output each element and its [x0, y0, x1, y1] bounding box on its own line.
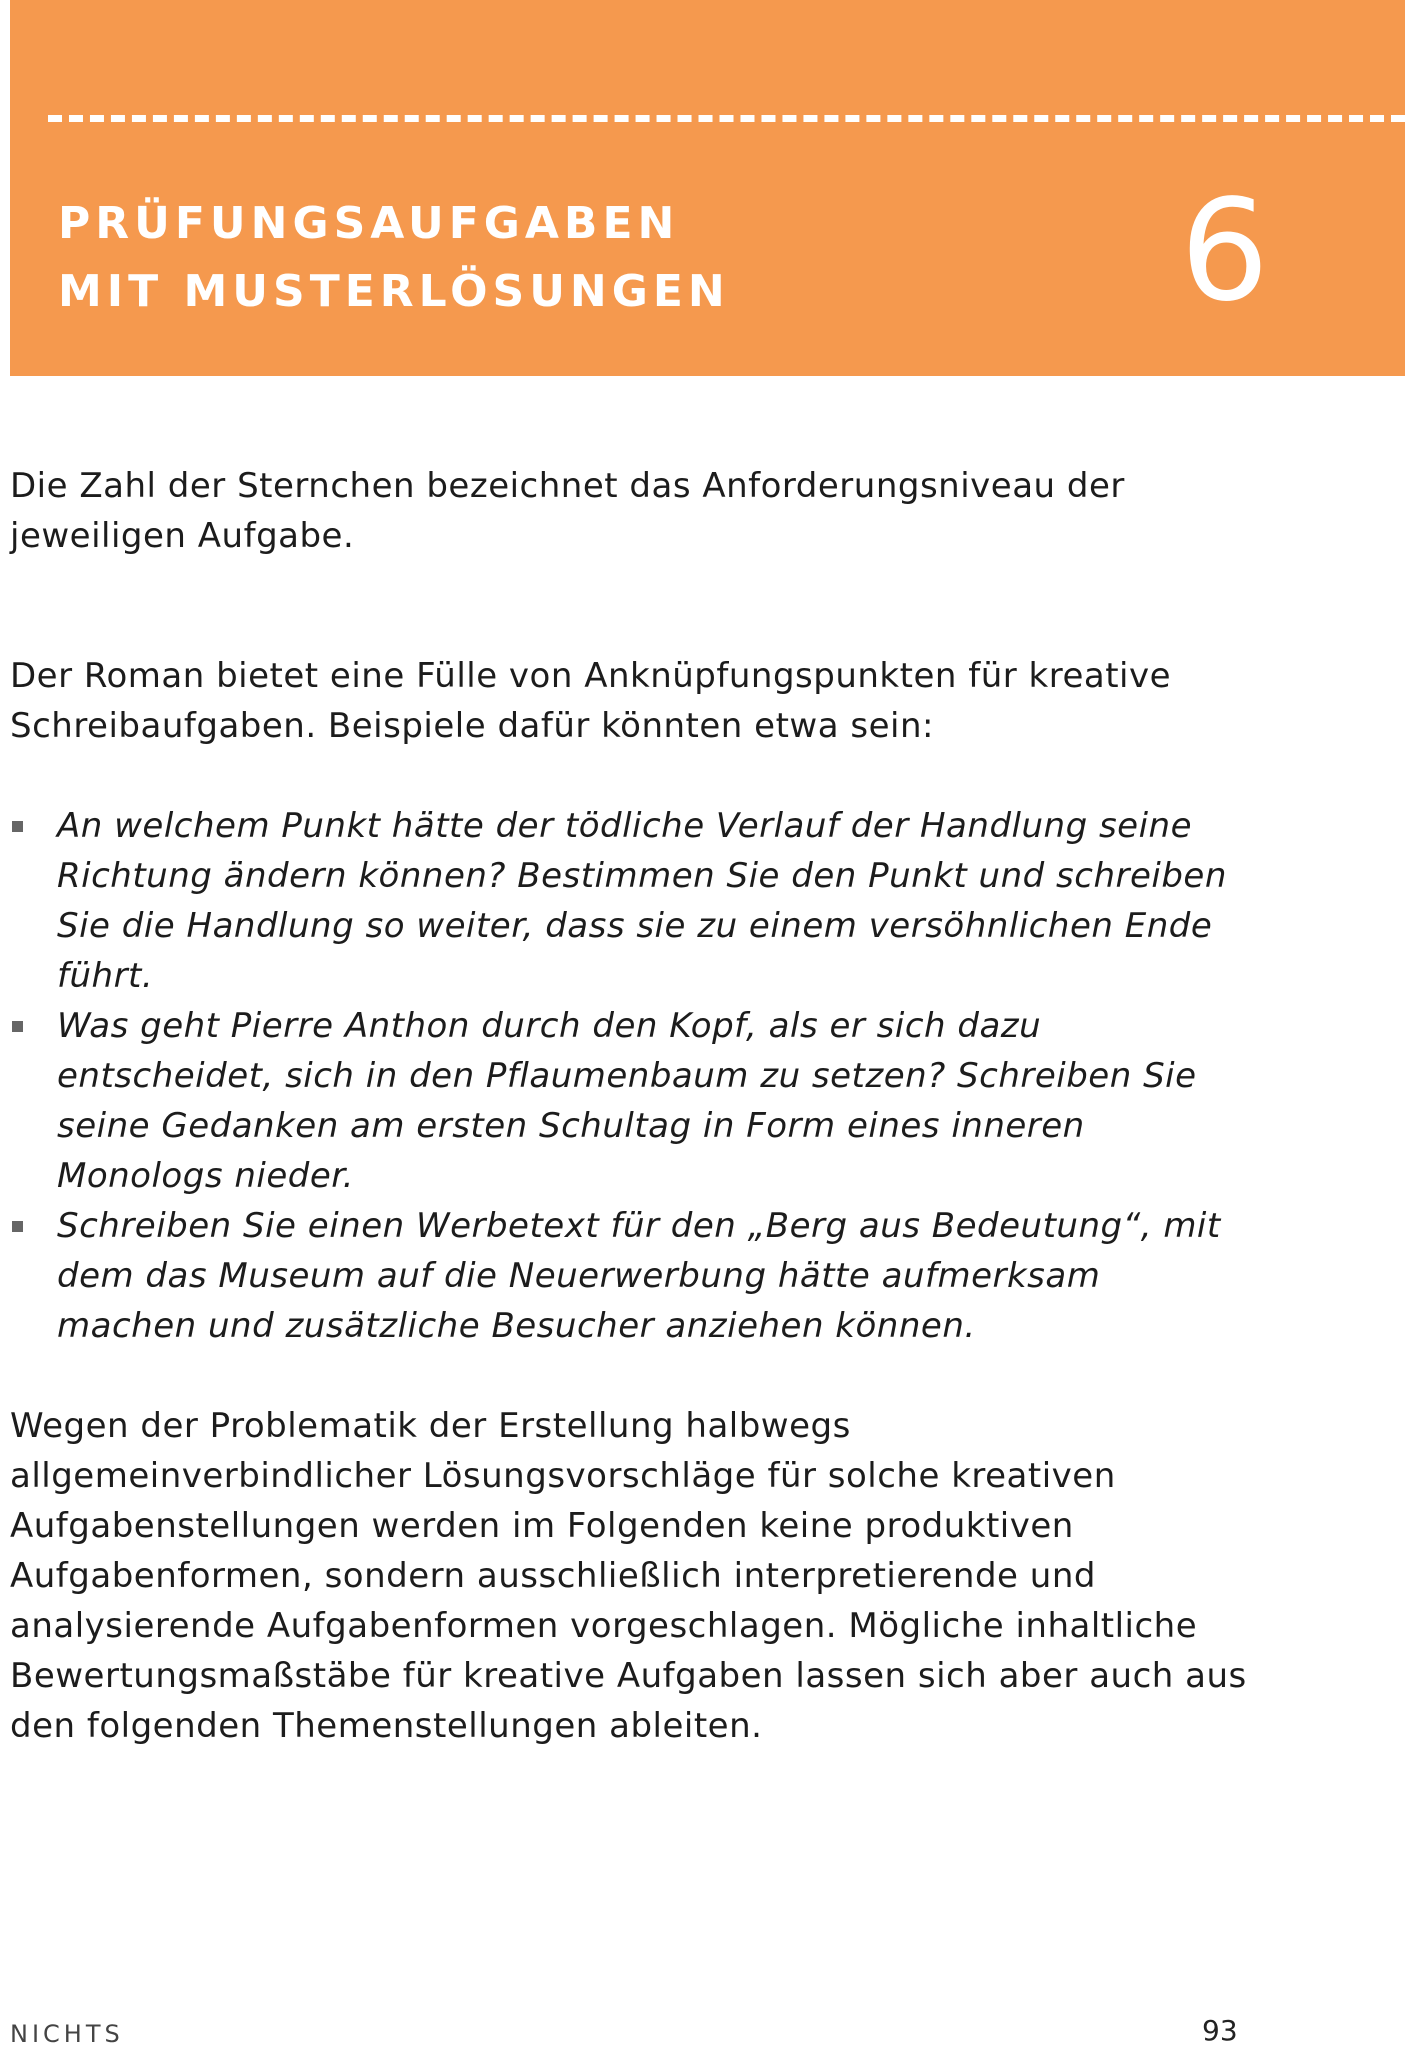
chapter-title-line-2: MIT MUSTERLÖSUNGEN	[58, 266, 730, 317]
page-number: 93	[1202, 2014, 1238, 2047]
closing-paragraph: Wegen der Problematik der Erstellung halbwegs allgemeinverbindlicher Lösungsvorschläge für solche kreativen Aufgabenstellungen werden im Folgenden keine produktiven Aufgabenformen, sondern ausschließlich interpretierende und analysierende Aufgabenformen vorgeschlagen. Mögliche inhaltliche Bewertungsmaßstäbe für kreative Aufgaben lassen sich aber auch aus den folgenden Themenstellungen ableiten.	[10, 1406, 1247, 1746]
chapter-title	[58, 190, 730, 326]
chapter-header-band	[10, 0, 1405, 376]
task-item-1: An welchem Punkt hätte der tödliche Verlauf der Handlung seine Richtung ändern können? Bestimmen Sie den Punkt und schreiben Sie die Handlung so weiter, dass sie zu einem versöhnlichen Ende führt.	[10, 801, 1250, 1001]
chapter-number: 6	[1180, 170, 1270, 333]
running-footer-title: NICHTS	[10, 2020, 124, 2048]
task-item-2: Was geht Pierre Anthon durch den Kopf, als er sich dazu entscheidet, sich in den Pflaumenbaum zu setzen? Schreiben Sie seine Gedanken am ersten Schultag in Form eines inneren Monologs nieder.	[10, 1001, 1250, 1201]
intro-paragraph: Die Zahl der Sternchen bezeichnet das Anforderungsniveau der jeweiligen Aufgabe.	[10, 466, 1125, 556]
dashed-divider	[48, 115, 1405, 122]
task-item-3: Schreiben Sie einen Werbetext für den „Berg aus Bedeutung“, mit dem das Museum auf die Neuerwerbung hätte aufmerksam machen und zusätzliche Besucher anziehen können.	[10, 1201, 1250, 1351]
page-body	[10, 461, 1250, 1751]
lead-paragraph: Der Roman bietet eine Fülle von Anknüpfungspunkten für kreative Schreibaufgaben. Beispiele dafür könnten etwa sein:	[10, 656, 1172, 746]
task-list	[10, 801, 1250, 1351]
chapter-title-line-1: PRÜFUNGSAUFGABEN	[58, 198, 680, 249]
